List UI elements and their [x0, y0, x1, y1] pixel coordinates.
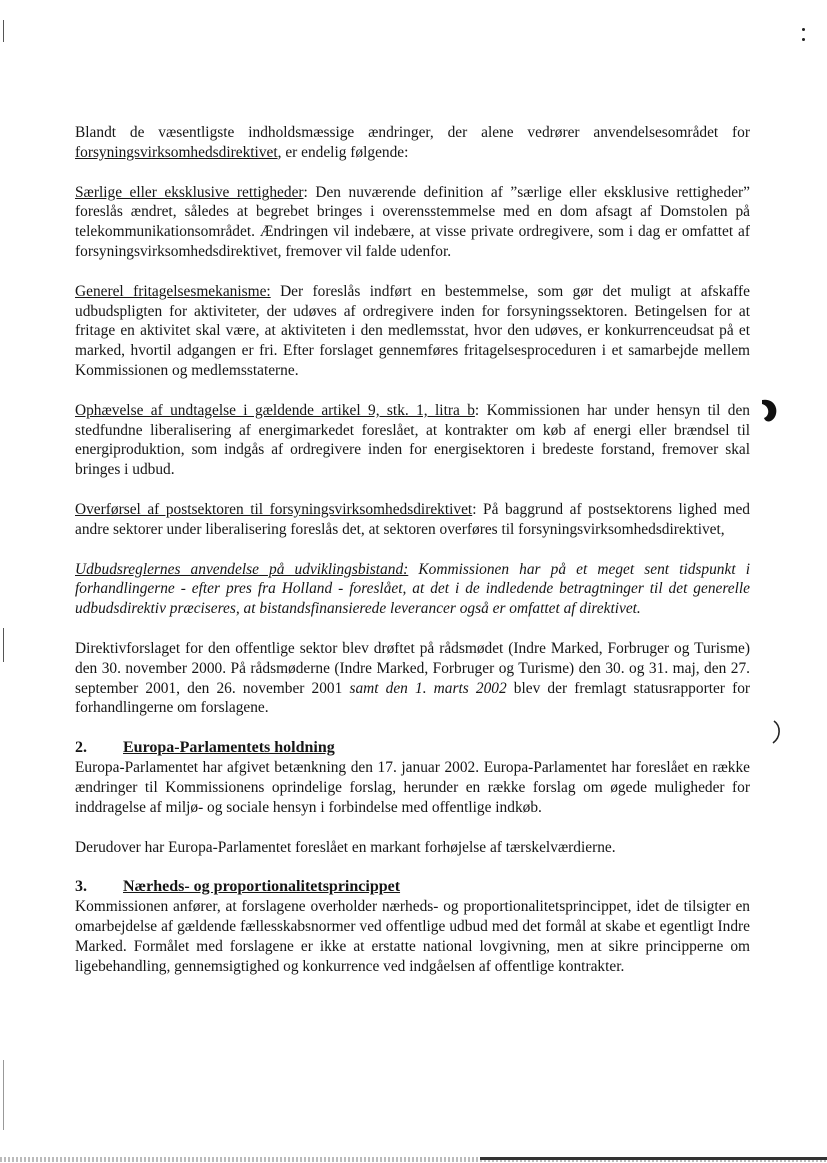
section-number: 2.: [75, 739, 87, 757]
paragraph-body: Kommissionen har under hensyn til den stedfundne liberalisering af energimarkedet foreslået, at kontrakter om køb af energi eller brændsel til energiproduktion, som indgås af ordregivere inden for energisektoren i bredeste forstand, fremover skal bringes i udbud.: [75, 401, 750, 479]
paragraph-special-rights: [75, 183, 750, 262]
paragraph-body: Direktivforslaget for den offentlige sektor blev drøftet på rådsmødet (Indre Marked, Forbruger og Turisme) den 30. november 2000. På rådsmøderne (Indre Marked, Forbruger og Turisme) den 30. og 31. maj, den 27. september 2001, den 26. november 2001: [75, 639, 750, 697]
paragraph-body: Den nuværende definition af ”særlige eller eksklusive rettigheder” foreslås ændret, således at begrebet bringes i overensstemmelse med en dom afsagt af Domstolen på telekommunikationsområdet. Ændringen vil indebære, at visse private ordregivere, som i dag er omfattet af forsyningsvirksomhedsdirektivet, fremover vil falde udenfor.: [75, 183, 751, 260]
intro-text: Blandt de væsentligste indholdsmæssige ændringer, der alene vedrører anvendelsesområdet for: [75, 124, 750, 141]
section-title: Nærheds- og proportionalitetsprincippet: [123, 878, 401, 896]
scan-margin-line-bottom: [3, 1060, 4, 1130]
scan-margin-line-middle: [3, 628, 4, 662]
scan-dot: [802, 28, 805, 31]
section-paragraph: Europa-Parlamentet har afgivet betænkning den 17. januar 2002. Europa-Parlamentet har foreslået en række ændringer til Kommissionens oprindelige forslag, herunder en række forslag om øgede muligheder for inddragelse af miljø- og sociale hensyn i forbindelse med offentlige indkøb.: [75, 759, 750, 816]
intro-text-end: , er endelig følgende:: [277, 143, 409, 161]
paragraph-title: Udbudsreglernes anvendelse på udviklingsbistand:: [75, 560, 409, 578]
section-paragraph: Derudover har Europa-Parlamentet foreslået en markant forhøjelse af tærskelværdierne.: [75, 838, 616, 856]
paragraph-exemption-mechanism: [75, 282, 750, 381]
paragraph-title: Særlige eller eksklusive rettigheder: [75, 183, 304, 201]
paragraph-postal-sector: [75, 500, 750, 540]
title-separator: [271, 283, 280, 300]
paragraph-body: Kommissionen har på et meget sent tidspunkt i forhandlingerne - efter pres fra Holland - foreslået, at det i de indledende betragtninger til det generelle udbudsdirektiv præciseres, at bistandsfinansierede leverancer også er omfattet af direktivet.: [75, 560, 750, 618]
paragraph-body: Der foreslås indført en bestemmelse, som gør det muligt at afskaffe udbudspligten for aktiviteter, der udøves af ordregivere inden for forsyningssektoren. Betingelsen for at fritage en aktivitet skal være, at aktiviteten i den medlemsstat, hvor den udøves, er konkurrenceudsat på et marked, hvortil adgangen er fri. Efter forslaget gennemføres fritagelsesproceduren i et samarbejde mellem Kommissionen og medlemsstaterne.: [75, 282, 750, 379]
title-separator: :: [474, 401, 487, 419]
paragraph-title: Generel fritagelsesmekanisme:: [75, 282, 271, 300]
scan-hole-mark: [756, 398, 778, 424]
paragraph-development-aid: [75, 560, 750, 619]
section-number: 3.: [75, 878, 87, 896]
scan-dot: [802, 38, 805, 41]
paragraph-exception-repeal: [75, 401, 750, 480]
intro-paragraph: [75, 123, 750, 163]
paragraph-body-end: blev der fremlagt statusrapporter for forhandlingerne om forslagene.: [75, 679, 751, 717]
intro-directive-reference: forsyningsvirksomhedsdirektivet: [75, 143, 278, 161]
paragraph-italic-date: samt den 1. marts 2002: [349, 679, 507, 697]
scan-margin-line-top: [3, 20, 4, 42]
paragraph-body: På baggrund af postsektorens lighed med andre sektorer under liberalisering foreslås det, at sektoren overføres til forsyningsvirksomhedsdirektivet,: [75, 500, 750, 538]
section-paragraph: Kommissionen anfører, at forslagene overholder nærheds- og proportionalitetsprincippet, idet de tilsigter en omarbejdelse af gældende fællesskabsnormer ved offentlige udbud med det formål at skabe et egentligt Indre Marked. Formålet med forslagene er ikke at erstatte national lovgivning, men at sikre principperne om ligebehandling, gennemsigtighed og konkurrence ved indgåelsen af offentlige kontrakter.: [75, 898, 750, 975]
document-page: [75, 123, 750, 997]
paragraph-title: Overførsel af postsektoren til forsyningsvirksomhedsdirektivet: [75, 500, 473, 518]
section-heading-subsidiarity: [75, 877, 750, 897]
paragraph-council-meetings: [75, 639, 750, 718]
section-heading-parliament: [75, 738, 750, 758]
scan-bottom-edge-dark: [480, 1157, 827, 1160]
scan-bracket-mark: [770, 720, 784, 744]
title-separator: :: [303, 183, 316, 201]
section-title: Europa-Parlamentets holdning: [123, 739, 335, 757]
paragraph-title: Ophævelse af undtagelse i gældende artikel 9, stk. 1, litra b: [75, 401, 475, 419]
title-separator: :: [472, 500, 484, 518]
